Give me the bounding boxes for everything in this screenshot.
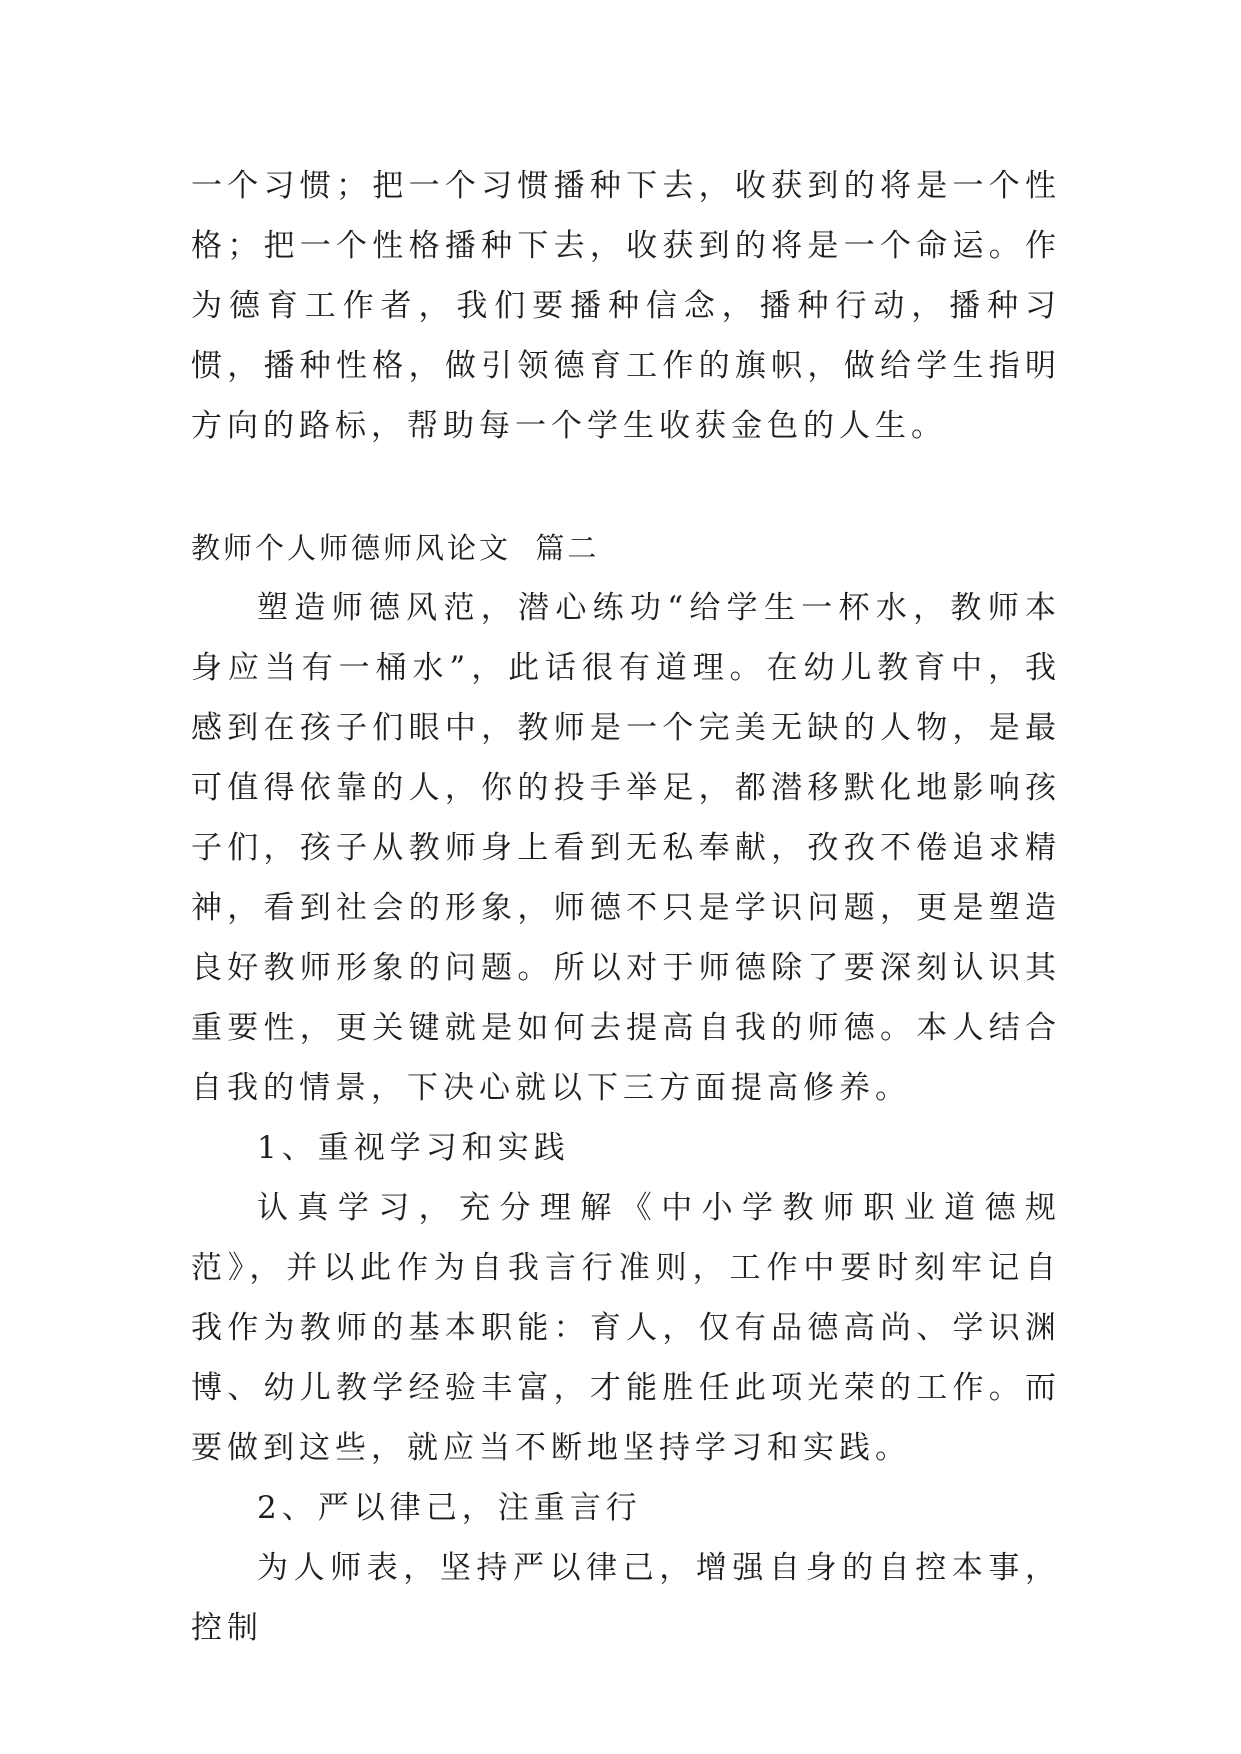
paragraph-spacer [191,456,1061,518]
point-1-heading: 1、重视学习和实践 [257,1130,570,1166]
point-2-body: 为人师表，坚持严以律己，增强自身的自控本事，控制 [191,1550,1061,1646]
continuation-paragraph: 一个习惯；把一个习惯播种下去，收获到的将是一个性格；把一个性格播种下去，收获到的将是一个命运。作为德育工作者，我们要播种信念，播种行动，播种习惯，播种性格，做引领德育工作的旗帜，做给学生指明方向的路标，帮助每一个学生收获金色的人生。 [191,168,1061,444]
point-2-heading: 2、严以律己，注重言行 [257,1490,642,1526]
section-title: 教师个人师德师风论文 篇二 [191,531,600,565]
point-1-body: 认真学习，充分理解《中小学教师职业道德规范》，并以此作为自我言行准则，工作中要时刻牢记自我作为教师的基本职能：育人，仅有品德高尚、学识渊博、幼儿教学经验丰富，才能胜任此项光荣的工作。而要做到这些，就应当不断地坚持学习和实践。 [191,1190,1061,1466]
document-body [191,156,1061,1658]
intro-paragraph: 塑造师德风范，潜心练功“给学生一杯水，教师本身应当有一桶水”，此话很有道理。在幼儿教育中，我感到在孩子们眼中，教师是一个完美无缺的人物，是最可值得依靠的人，你的投手举足，都潜移默化地影响孩子们，孩子从教师身上看到无私奉献，孜孜不倦追求精神，看到社会的形象，师德不只是学识问题，更是塑造良好教师形象的问题。所以对于师德除了要深刻认识其重要性，更关键就是如何去提高自我的师德。本人结合自我的情景，下决心就以下三方面提高修养。 [191,590,1061,1106]
